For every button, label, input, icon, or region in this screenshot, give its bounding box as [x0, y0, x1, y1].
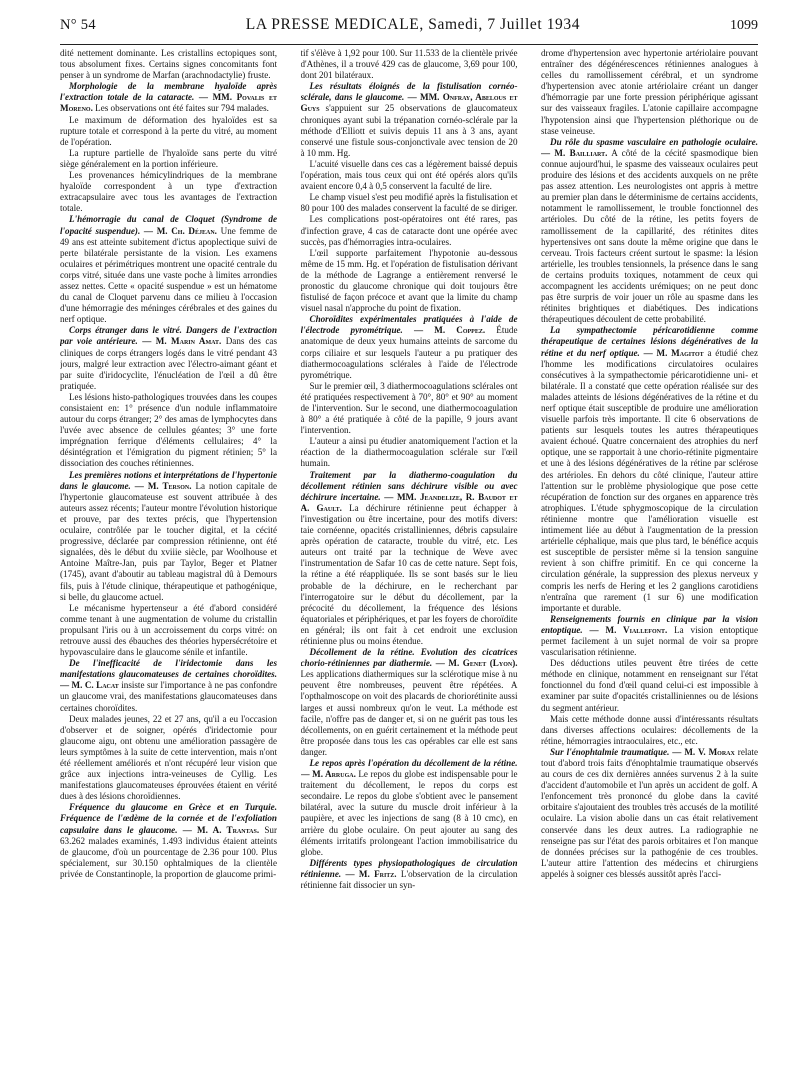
- article-authors: — M. Ch. Déjean.: [143, 225, 217, 236]
- article-heading: [301, 314, 518, 381]
- article-heading: [301, 470, 518, 648]
- article-title: Sur l'énophtalmie traumatique.: [550, 746, 670, 757]
- column-3: [541, 48, 758, 1078]
- article-heading: [541, 137, 758, 326]
- paragraph: Le champ visuel s'est peu modifié après la fistulisation et 80 pour 100 des malades conservent la faculté de se diriger.: [300, 192, 518, 214]
- column-1: [60, 48, 277, 1078]
- article-authors: — M. V. Morax: [672, 746, 735, 757]
- header-rule: [60, 44, 758, 45]
- paragraph: L'auteur a ainsi pu étudier anatomiquement l'action et la réaction de la diathermocoagulation sclérale sur l'œil humain.: [300, 436, 518, 469]
- paragraph: La vision entoptique permet facilement à un sujet normal de voir sa propre vascularisation rétinienne.: [541, 624, 758, 658]
- article-heading: [541, 325, 758, 613]
- article-authors: — MM. Onfray, Abelous et Guys: [300, 92, 518, 114]
- article-title: De l'inefficacité de l'iridectomie dans les manifestations glaucomateuses de certaines choroïdites.: [60, 658, 277, 680]
- article-title: La sympathectomie péricarotidienne comme thérapeutique de certaines lésions dégénératives de la rétine et du nerf optique.: [541, 325, 758, 358]
- paragraph: Les lésions histo-pathologiques trouvées dans les coupes consistaient en: 1° présence d'un nodule inflammatoire autour du corps étranger; 2° des amas de lymphocytes dans l'uvée avec absence de cellules géantes; 3° une forte imprégnation ferrique d'éléments cellulaires; 4° la désintégration et l'émigration du pigment rétinien; 5° la dissociation des couches rétiniennes.: [60, 391, 277, 469]
- article-title: Morphologie de la membrane hyaloïde après l'extraction totale de la cataracte.: [60, 81, 277, 103]
- paragraph: Sur 63.262 malades examinés, 1.493 individus étaient atteints de glaucome, d'où un pourcentage de 2.36 pour 100. Plus spécialement, sur 30.150 ophtalmiques de la clientèle privée de Constantinople, la proportion de glaucome primi-: [60, 824, 277, 879]
- paragraph: Deux malades jeunes, 22 et 27 ans, qu'il a eu l'occasion d'observer et de soigner, opérés d'iridectomie pour glaucome aigu, ont obtenu une amélioration passagère de leurs symptômes à la suite de cette intervention, mais n'ont été réellement améliorés et n'ont récupéré leur vision que grâce aux injections intra-veineuses de Cyllig. Les manifestations glaucomateuses éprouvées étaient en vérité dues à des lésions choroïdiennes.: [60, 713, 277, 802]
- paragraph: relate tout d'abord trois faits d'énophtalmie traumatique observés au cours de ces dix dernières années survenus 2 à la suite d'accident d'automobile et l'un après un accident de golf. A l'enfoncement très prononcé du globe dans la cavité orbitaire s'ajoutaient des troubles très accusés de la motilité oculaire. La vision abolie dans un cas était relativement conservée dans les deux autres. La radiographie ne renseigne pas sur l'état des parois orbitaires et l'on manque de données précises sur la pathogénie de ces troubles. L'auteur attire l'attention des médecins et chirurgiens appelés à soigner ces blessés aussitôt après l'acci-: [541, 746, 758, 879]
- article-authors: — M. Bailliart.: [541, 147, 608, 158]
- article-authors: — M. Magitot: [643, 347, 704, 358]
- article-authors: — M. Marin Amat.: [142, 336, 222, 347]
- article-heading: [60, 325, 277, 392]
- article-heading: [301, 758, 518, 858]
- journal-title: LA PRESSE MEDICALE, Samedi, 7 Juillet 1934: [245, 16, 581, 33]
- paragraph: Les complications post-opératoires ont été rares, pas d'infection grave, 4 cas de cataracte dont une opérée avec succès, pas d'hémorragies intra-oculaires.: [300, 214, 518, 247]
- article-heading: [60, 802, 277, 880]
- article-title: Renseignements fournis en clinique par la vision entoptique.: [541, 613, 758, 635]
- paragraph: tif s'élève à 1,92 pour 100. Sur 11.533 de la clientèle privée d'Athènes, il a trouvé 429 cas de glaucome, 3,69 pour 100, dont 201 bilatéraux.: [300, 48, 518, 81]
- article-heading: [60, 81, 277, 114]
- paragraph: Le repos du globe est indispensable pour le traitement du décollement, le repos du corps est secondaire. Le repos du globe s'obtient avec le pansement bilatéral, avec la suture du muscle droit inférieur à la paupière, et avec les injections de sang (8 à 10 cmc), en arrière du globe oculaire. On peut ajouter au sang des éléments irritatifs prolongeant l'action immobilisatrice du globe.: [300, 769, 518, 857]
- article-title: L'hémorragie du canal de Cloquet (Syndrome de l'opacité suspendue).: [60, 214, 277, 236]
- article-title: Différents types physiopathologiques de circulation rétinienne.: [300, 857, 518, 879]
- article-heading: [60, 470, 277, 603]
- article-title: Du rôle du spasme vasculaire en pathologie oculaire.: [550, 136, 758, 147]
- article-authors: — MM. Jeandelize, R. Baudot et A. Gault.: [300, 491, 518, 513]
- article-authors: — M. Genet (Lyon).: [435, 658, 518, 669]
- article-authors: — MM. Povalis et Moreno.: [60, 92, 277, 114]
- paragraph: drome d'hypertension avec hypertonie artériolaire pouvant entraîner des dégénérescences rétiniennes analogues à celles du ramollissement cérébral, et un syndrome d'hypertension avec atonie artériolaire créant un danger d'hémorragie par une forte pression périphérique agissant sur des vaisseaux fragiles. L'atonie capillaire accompagne l'hypotension ainsi que l'hypertension pléthorique ou de stase veineuse.: [541, 48, 758, 136]
- paragraph: Les applications diathermiques sur la sclérotique mise à nu peuvent être nombreuses, peuvent être répétées. A l'opthalmoscope on voit des placards de choriorétinite aussi larges et aussi nombreux qu'on le veut. La méthode est facile, n'offre pas de danger et, si on ne guérit pas tous les décollements, on en guérit certainement et la méthode peut être proposée dans tous les cas opérables car elle est sans danger.: [300, 669, 518, 757]
- paragraph: Le maximum de déformation des hyaloïdes est sa rupture totale et correspond à la perte du vitré, au moment de l'opération.: [60, 114, 277, 147]
- article-heading: [60, 214, 277, 325]
- article-heading: [541, 747, 758, 880]
- page-number: 1099: [729, 18, 758, 33]
- article-authors: — M. Terson.: [134, 480, 192, 491]
- article-title: Corps étranger dans le vitré. Dangers de l'extraction par voie antérieure.: [60, 325, 277, 347]
- article-authors: — M. Viallefont.: [589, 624, 668, 635]
- paragraph: Mais cette méthode donne aussi d'intéressants résultats dans diverses affections oculaires: décollements de la rétine, hémorragies intraoculaires, etc., etc.: [541, 713, 758, 746]
- article-title: Décollement de la rétine. Evolution des cicatrices chorio-rétiniennes par diathermie.: [300, 647, 518, 669]
- article-authors: — M. C. Lacat: [60, 680, 119, 691]
- article-authors: — M. Coppez.: [414, 325, 486, 336]
- paragraph: Dans des cas cliniques de corps étrangers logés dans le vitré pendant 43 jours, malgré leur extraction avec l'électro-aimant géant et par suite d'iridocyclite, l'énucléation de l'œil a dû être pratiquée.: [60, 336, 277, 391]
- text-columns: [60, 48, 758, 1078]
- paragraph: L'œil supporte parfaitement l'hypotonie au-dessous même de 15 mm. Hg. et l'opération de fistulisation dérivant de la méthode de Lagrange a entièrement renversé le pronostic du glaucome chronique qui doit toujours être fistulisé de façon précoce et avant que la limite du champ visuel nasal n'approche du point de fixation.: [300, 247, 518, 314]
- paragraph: Des déductions utiles peuvent être tirées de cette méthode en clinique, notamment en renseignant sur l'état fonctionnel du fond d'œil quand celui-ci est impossible à examiner par suite d'opacités cristalliniennes ou de lésions du segment antérieur.: [541, 658, 758, 713]
- paragraph: La déchirure rétinienne peut échapper à l'investigation ou être incertaine, pour des motifs divers: taie cornéenne, opacités cristalliniennes, débris capsulaire après opération de cataracte, trouble du vitré, etc. Les auteurs ont traité par la technique de Weve avec l'instrumentation de Safar 10 cas de cette nature. Sept fois, la rétine a été réappliquée. Ils se sont basés sur le lieu probable de la déchirure, en le recherchant par l'interrogatoire sur le début du décollement, par la précocité du décollement, la fréquence des lésions équatoriales et périphériques, et par les foyers de choroïdite en général; ils ont fait à cet endroit une exclusion rétinienne plus ou moins étendue.: [300, 502, 518, 646]
- paragraph: L'acuité visuelle dans ces cas a légèrement baissé depuis l'opération, mais tous ceux qui ont été opérés alors qu'ils avaient encore 0,4 à 0,5 conservent la faculté de lire.: [300, 158, 518, 192]
- article-heading: [301, 858, 518, 891]
- paragraph: dité nettement dominante. Les cristallins ectopiques sont, tous absolument fixes. Certains signes concomitants font penser à un syndrome de Marfan (arachnodactylie) fruste.: [60, 48, 277, 81]
- article-title: Fréquence du glaucome en Grèce et en Turquie. Fréquence de l'œdème de la cornée et de l'exfoliation capsulaire dans le glaucome.: [60, 802, 277, 835]
- column-2: [301, 48, 518, 1078]
- page-header: [60, 16, 758, 42]
- paragraph: Une femme de 49 ans est atteinte subitement d'ictus apoplectique suivi de perte bilatérale persistante de la vision. Les examens oculaires et périmétriques montrent une opacité centrale du corps vitré, située dans une vaste poche à limites arrondies assez nettes. Cette « opacité suspendue » est un hématome du canal de Cloquet parvenu dans ce milieu à l'occasion d'une hémorragie des méninges cérébrales et des gaines du nerf optique.: [60, 225, 277, 325]
- article-title: Choroïdites expérimentales pratiquées à l'aide de l'électrode pyrométrique.: [300, 314, 518, 336]
- article-heading: [301, 647, 518, 758]
- paragraph: Les provenances hémicylindriques de la membrane hyaloïde correspondent à un type d'extraction extracapsulaire avec tous les avantages de l'extraction totale.: [60, 170, 277, 214]
- paragraph: s'appuient sur 25 observations de glaucomateux chroniques ayant subi la trépanation cornéo-sclérale par la méthode d'Elliott et suivis depuis 11 ans à 3 ans, ayant conservé une fistule sous-conjonctivale avec tension de 20 à 10 mm. Hg.: [300, 103, 518, 158]
- paragraph: La notion capitale de l'hypertonie glaucomateuse est souvent attribuée à des auteurs assez récents; l'auteur montre l'évolution historique et prouve, par des textes précis, que l'hypertension oculaire, contrôlée par le toucher digital, et la cécité progressive, déclarée par compression rétinienne, ont été signalées, dès le début du xviiie siècle, par Woolhouse et Antoine Maître-Jan, puis par Taylor, Beger et Platner (1745), avant d'aboutir au tableau magistral dû à Demours fils, puis à l'étude clinique, thérapeutique et pathogénique, si belle, du glaucome actuel.: [60, 480, 277, 602]
- paragraph: Sur le premier œil, 3 diathermocoagulations sclérales ont été pratiquées respectivement à 70°, 80° et 90° au moment de l'intervention. Sur le second, une diathermocoagulation à 80° a été pratiquée à côté de la papille, 9 jours avant l'intervention.: [300, 380, 518, 436]
- article-heading: [60, 658, 277, 713]
- paragraph: insiste sur l'importance à ne pas confondre un glaucome vrai, des manifestations glaucomateuses dans certaines choroïdites.: [60, 680, 277, 713]
- article-authors: — M. Fritz.: [345, 868, 397, 879]
- paragraph: Les observations ont été faites sur 794 malades.: [95, 103, 269, 114]
- paragraph: A côté de la cécité spasmodique bien connue aujourd'hui, le spasme des vaisseaux oculaires peut produire des lésions et des accidents auxquels on ne prête pas assez attention. Les neurologistes ont appris à mettre au premier plan dans le déterminisme de certains accidents, notamment le ramollissement, le trouble fonctionnel des artérioles. Du côté de la rétine, les petits foyers de ramollissement de la capillarité, des rétinites dites hypertensives ont sans doute la même origine que dans le cerveau. Trois facteurs créent surtout le spasme: la lésion artérielle, les troubles tensionnels, la présence dans le sang de certains produits toxiques, notamment de ceux qui accompagnent les accidents urémiques; on ne peut donc pas être surpris de voir jouer un rôle au spasme dans les rétinites brightiques et diabétiques. Des indications thérapeutiques découlent de cette probabilité.: [541, 147, 758, 325]
- paragraph: La rupture partielle de l'hyaloïde sans perte du vitré siège généralement en la portion inférieure.: [60, 147, 277, 169]
- article-title: Les résultats éloignés de la fistulisation cornéo-sclérale, dans le glaucome.: [300, 81, 518, 103]
- article-title: Les premières notions et interprétations de l'hypertonie dans le glaucome.: [60, 469, 277, 491]
- article-authors: — M. A. Trantas.: [182, 824, 260, 835]
- article-authors: — M. Arruga.: [300, 769, 356, 780]
- issue-number: N° 54: [60, 17, 96, 33]
- article-title: Le repos après l'opération du décollement de la rétine.: [309, 758, 518, 768]
- paragraph: Le mécanisme hypertenseur a été d'abord considéré comme tenant à une augmentation de volume du cristallin propulsant l'iris ou à un accroissement du corps vitré: on retrouve aussi des ébauches des théories hypersécrétoire et hypovasculaire dans le glaucome sénile et infantile.: [60, 602, 277, 658]
- article-heading: [541, 614, 758, 658]
- paragraph: L'observation de la circulation rétinienne fait dissocier un syn-: [300, 868, 518, 891]
- paragraph: Étude anatomique de deux yeux humains atteints de sarcome du corps ciliaire et sur lesquels l'auteur a pu pratiquer des diathermocoagulations sclérales à l'aide de l'électrode pyrométrique.: [300, 325, 518, 380]
- article-title: Traitement par la diathermo-coagulation du décollement rétinien sans déchirure visible ou avec déchirure incertaine.: [300, 469, 518, 502]
- article-heading: [301, 81, 518, 159]
- paragraph: a étudié chez l'homme les modifications circulatoires oculaires consécutives à la sympathectomie péricarotidienne uni- et bilatérale. Il a constaté que cette opération réalisée sur des malades atteints de lésions dégénératives de la rétine et du nerf optique était susceptible de produire une amélioration visuelle parfois très importante. Il cite 6 observations de patients sur lesquels toutes les autres thérapeutiques avaient échoué. Quatre concernaient des atrophies du nerf optique, une se rapportait à une chorio-rétinite pigmentaire et une à des lésions dégénératives de la rétine par sclérose des artérioles. En dehors du côté clinique, l'auteur attire l'attention sur le problème physiologique que pose cette récupération de fonction sur des organes en apparence très atrophiques. L'étude sphygmoscopique de la circulation rétinienne montre que l'amélioration visuelle est intimement liée au début à l'augmentation de la pression artérielle céphalique, mais que plus tard, le bénéfice acquis est susceptible de persister même si la tension sanguine revient à son chiffre primitif. En ce qui concerne la circulation générale, la suppression des plexus nerveux y compris les nerfs de Hering et les 2 ganglions carotidiens n'entraîna que rarement (1 sur 6) une modification importante et durable.: [541, 347, 758, 613]
